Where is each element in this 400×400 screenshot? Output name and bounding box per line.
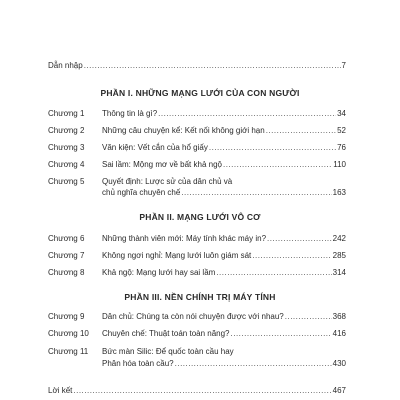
leader-dots (209, 142, 336, 153)
entry-title: Quyết định: Lược sử của dân chủ và (102, 177, 233, 186)
toc-entry[interactable] (48, 328, 346, 339)
leader-dots (181, 187, 331, 198)
part-heading: PHẦN III. NỀN CHÍNH TRỊ MÁY TÍNH (124, 292, 276, 302)
entry-title: Bức màn Silic: Để quốc toàn cầu hay (102, 347, 234, 356)
page-number: 467 (332, 386, 346, 395)
toc-entry-second-line[interactable] (102, 358, 346, 369)
leader-dots (175, 358, 332, 369)
entry-title: Khả ngộ: Mạng lưới hay sai lầm (102, 268, 216, 277)
toc-entry[interactable] (48, 159, 346, 170)
part-heading: PHẦN I. NHỮNG MẠNG LƯỚI CỦA CON NGƯỜI (100, 88, 300, 98)
chapter-number: Chương 11 (48, 347, 89, 356)
leader-dots (266, 125, 336, 136)
page-number: 7 (341, 61, 346, 70)
toc-entry-intro[interactable] (48, 60, 346, 71)
leader-dots (231, 328, 332, 339)
chapter-number: Chương 4 (48, 160, 85, 169)
leader-dots (267, 233, 332, 244)
entry-title: Những câu chuyện kể: Kết nối không giới hạn (102, 126, 265, 135)
entry-title: Lời kết (48, 386, 73, 395)
leader-dots (252, 250, 331, 261)
part-heading: PHẦN II. MẠNG LƯỚI VÔ CƠ (139, 212, 261, 222)
toc-entry[interactable] (48, 125, 346, 136)
chapter-number: Chương 2 (48, 126, 85, 135)
entry-title-continued: Phân hóa toàn cầu? (102, 359, 174, 368)
chapter-number: Chương 1 (48, 109, 85, 118)
chapter-number: Chương 7 (48, 251, 85, 260)
chapter-number: Chương 6 (48, 234, 85, 243)
toc-entry[interactable] (48, 267, 346, 278)
page-number: 368 (332, 312, 346, 321)
entry-title-continued: chủ nghĩa chuyên chế (102, 188, 181, 197)
page-number: 76 (337, 143, 346, 152)
toc-entry-first-line[interactable] (48, 176, 346, 187)
toc-entry[interactable] (48, 311, 346, 322)
entry-title: Dẫn nhập (48, 61, 83, 70)
entry-title: Chuyên chế: Thuật toán toàn năng? (102, 329, 230, 338)
entry-title: Dân chủ: Chúng ta còn nói chuyện được với nhau? (102, 312, 284, 321)
leader-dots (73, 385, 331, 396)
chapter-number: Chương 3 (48, 143, 85, 152)
leader-dots (285, 311, 332, 322)
toc-entry[interactable] (48, 142, 346, 153)
entry-title: Sai lầm: Mộng mơ về bất khả ngộ (102, 160, 222, 169)
toc-entry[interactable] (48, 233, 346, 244)
toc-entry-afterword[interactable] (48, 385, 346, 396)
leader-dots (216, 267, 331, 278)
page-number: 52 (337, 126, 346, 135)
entry-title: Thông tin là gì? (102, 109, 158, 118)
chapter-number: Chương 9 (48, 312, 85, 321)
chapter-number: Chương 5 (48, 177, 85, 186)
entry-title: Không ngơi nghỉ: Mạng lưới luôn giám sát (102, 251, 252, 260)
page-number: 430 (332, 359, 346, 368)
entry-title: Những thành viên mới: Máy tính khác máy in? (102, 234, 267, 243)
toc-entry-first-line[interactable] (48, 346, 346, 357)
toc-entry[interactable] (48, 250, 346, 261)
leader-dots (84, 60, 341, 71)
toc-entry[interactable] (48, 108, 346, 119)
chapter-number: Chương 10 (48, 329, 89, 338)
chapter-number: Chương 8 (48, 268, 85, 277)
leader-dots (223, 159, 332, 170)
page-number: 163 (332, 188, 346, 197)
page-number: 314 (332, 268, 346, 277)
leader-dots (158, 108, 336, 119)
page-number: 242 (332, 234, 346, 243)
page-number: 110 (333, 160, 346, 169)
page-number: 416 (332, 329, 346, 338)
page-number: 34 (337, 109, 346, 118)
entry-title: Văn kiện: Vết cắn của hổ giấy (102, 143, 208, 152)
toc-entry-second-line[interactable] (102, 187, 346, 198)
page-number: 285 (332, 251, 346, 260)
